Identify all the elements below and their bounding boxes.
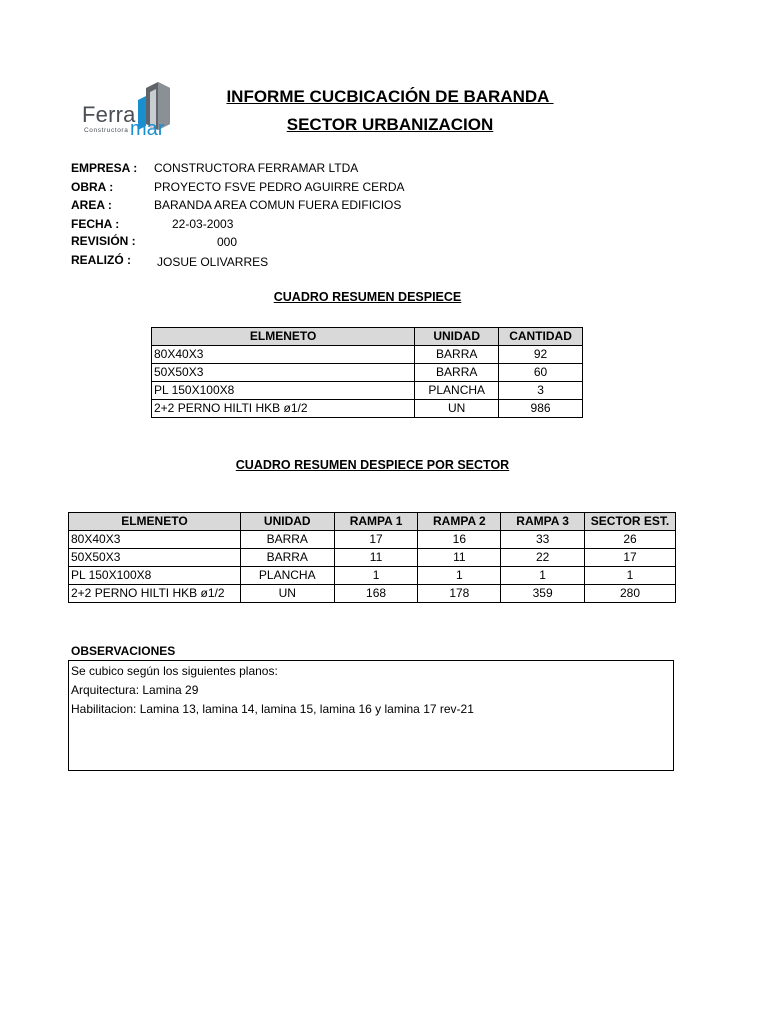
revision-value: 000: [217, 235, 238, 249]
sector-table: [68, 512, 676, 603]
table-cell: 280: [585, 585, 676, 603]
table-row: [152, 382, 583, 400]
summary-header-cell: CANTIDAD: [499, 328, 583, 346]
table-row: [69, 585, 676, 603]
table-cell: 80X40X3: [69, 531, 241, 549]
obra-value: PROYECTO FSVE PEDRO AGUIRRE CERDA: [154, 180, 405, 194]
table-cell: BARRA: [415, 364, 499, 382]
revision-label: REVISIÓN :: [71, 234, 136, 248]
sector-header-cell: ELMENETO: [69, 513, 241, 531]
empresa-value: CONSTRUCTORA FERRAMAR LTDA: [154, 161, 359, 175]
obra-label: OBRA :: [71, 180, 114, 194]
table-cell: 92: [499, 346, 583, 364]
fecha-value: 22-03-2003: [172, 217, 234, 231]
table-row: [69, 567, 676, 585]
table-cell: 17: [585, 549, 676, 567]
table-cell: 1: [418, 567, 501, 585]
realizo-label: REALIZÓ :: [71, 253, 131, 267]
table-row: [69, 549, 676, 567]
table-cell: 60: [499, 364, 583, 382]
report-title: INFORME CUCBICACIÓN DE BARANDA: [226, 87, 554, 106]
sector-header-cell: RAMPA 2: [418, 513, 501, 531]
table-cell: PLANCHA: [240, 567, 334, 585]
sector-header-cell: SECTOR EST.: [585, 513, 676, 531]
table-cell: 3: [499, 382, 583, 400]
table-cell: 359: [501, 585, 585, 603]
logo-text-ferra: Ferra: [82, 102, 136, 127]
table-cell: PL 150X100X8: [69, 567, 241, 585]
empresa-label: EMPRESA :: [71, 161, 138, 175]
fecha-label: FECHA :: [71, 217, 120, 231]
table-cell: PLANCHA: [415, 382, 499, 400]
table-cell: 33: [501, 531, 585, 549]
table-cell: UN: [415, 400, 499, 418]
sector-title: CUADRO RESUMEN DESPIECE POR SECTOR: [235, 458, 510, 472]
realizo-value: JOSUE OLIVARRES: [157, 255, 269, 269]
summary-table: [151, 327, 583, 418]
table-cell: 1: [334, 567, 418, 585]
table-row: [152, 400, 583, 418]
table-cell: 1: [585, 567, 676, 585]
table-row: [152, 346, 583, 364]
observaciones-line: Habilitacion: Lamina 13, lamina 14, lamina 15, lamina 16 y lamina 17 rev-21: [71, 702, 474, 716]
table-cell: 22: [501, 549, 585, 567]
sector-header-cell: RAMPA 1: [334, 513, 418, 531]
table-cell: BARRA: [240, 531, 334, 549]
table-cell: UN: [240, 585, 334, 603]
table-cell: 50X50X3: [152, 364, 415, 382]
table-cell: 16: [418, 531, 501, 549]
sector-header-row: [69, 513, 676, 531]
logo-text-mar: mar: [130, 118, 165, 140]
area-label: AREA :: [71, 198, 112, 212]
area-value: BARANDA AREA COMUN FUERA EDIFICIOS: [154, 198, 402, 212]
table-cell: 2+2 PERNO HILTI HKB ø1/2: [152, 400, 415, 418]
summary-title: CUADRO RESUMEN DESPIECE: [273, 290, 462, 304]
observaciones-line: Arquitectura: Lamina 29: [71, 683, 199, 697]
table-cell: 178: [418, 585, 501, 603]
table-row: [152, 364, 583, 382]
table-cell: PL 150X100X8: [152, 382, 415, 400]
table-cell: 2+2 PERNO HILTI HKB ø1/2: [69, 585, 241, 603]
sector-header-cell: UNIDAD: [240, 513, 334, 531]
table-cell: 80X40X3: [152, 346, 415, 364]
report-subtitle: SECTOR URBANIZACION: [286, 115, 494, 134]
table-cell: 11: [418, 549, 501, 567]
table-cell: 17: [334, 531, 418, 549]
table-row: [69, 531, 676, 549]
table-cell: 168: [334, 585, 418, 603]
table-cell: 50X50X3: [69, 549, 241, 567]
observaciones-box: [68, 660, 674, 771]
sector-header-cell: RAMPA 3: [501, 513, 585, 531]
table-cell: BARRA: [240, 549, 334, 567]
observaciones-title: OBSERVACIONES: [71, 644, 176, 658]
observaciones-line: Se cubico según los siguientes planos:: [71, 664, 278, 678]
summary-header-cell: ELMENETO: [152, 328, 415, 346]
summary-header-row: [152, 328, 583, 346]
table-cell: 26: [585, 531, 676, 549]
table-cell: 986: [499, 400, 583, 418]
table-cell: BARRA: [415, 346, 499, 364]
summary-header-cell: UNIDAD: [415, 328, 499, 346]
logo-text-sub: Constructora: [84, 127, 129, 134]
table-cell: 1: [501, 567, 585, 585]
table-cell: 11: [334, 549, 418, 567]
